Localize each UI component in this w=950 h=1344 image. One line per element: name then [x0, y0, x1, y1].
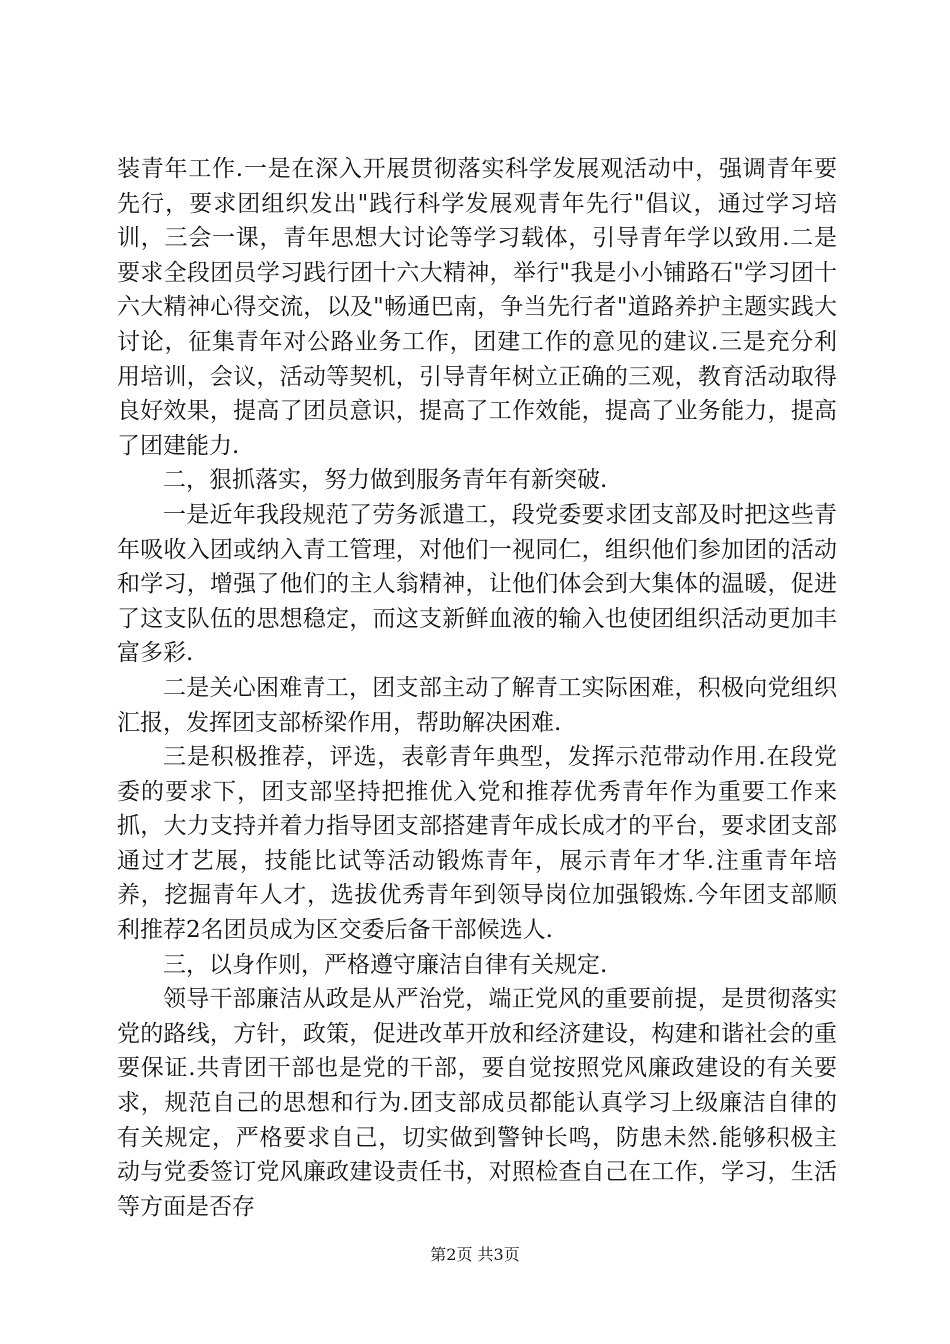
- page-number-footer: 第2页 共3页: [430, 1245, 520, 1264]
- paragraph-5: 三是积极推荐，评选，表彰青年典型，发挥示范带动作用.在段党委的要求下，团支部坚持把推优入党和推荐优秀青年作为重要工作来抓，大力支持并着力指导团支部搭建青年成长成才的平台，要求团支部通过才艺展，技能比试等活动锻炼青年，展示青年才华.注重青年培养，挖掘青年人才，选拔优秀青年到领导岗位加强锻炼.今年团支部顺利推荐2名团员成为区交委后备干部候选人.: [117, 744, 837, 944]
- paragraph-3: 一是近年我段规范了劳务派遣工，段党委要求团支部及时把这些青年吸收入团或纳入青工管理，对他们一视同仁，组织他们参加团的活动和学习，增强了他们的主人翁精神，让他们体会到大集体的温暖，促进了这支队伍的思想稳定，而这支新鲜血液的输入也使团组织活动更加丰富多彩.: [117, 501, 837, 667]
- section-heading-2: 二，狠抓落实，努力做到服务青年有新突破.: [163, 467, 608, 494]
- paragraph-1: 装青年工作.一是在深入开展贯彻落实科学发展观活动中，强调青年要先行，要求团组织发出"践行科学发展观青年先行"倡议，通过学习培训，三会一课，青年思想大讨论等学习载体，引导青年学以致用.二是要求全段团员学习践行团十六大精神，举行"我是小小铺路石"学习团十六大精神心得交流，以及"畅通巴南，争当先行者"道路养护主题实践大讨论，征集青年对公路业务工作，团建工作的意见的建议.三是充分利用培训，会议，活动等契机，引导青年树立正确的三观，教育活动取得良好效果，提高了团员意识，提高了工作效能，提高了业务能力，提高了团建能力.: [117, 156, 837, 459]
- paragraph-7: 领导干部廉洁从政是从严治党，端正党风的重要前提，是贯彻落实党的路线，方针，政策，促进改革开放和经济建设，构建和谐社会的重要保证.共青团干部也是党的干部，要自觉按照党风廉政建设的有关要求，规范自己的思想和行为.团支部成员都能认真学习上级廉洁自律的有关规定，严格要求自己，切实做到警钟长鸣，防患未然.能够积极主动与党委签订党风廉政建设责任书，对照检查自己在工作，学习，生活等方面是否存: [117, 986, 837, 1220]
- paragraph-4: 二是关心困难青工，团支部主动了解青工实际困难，积极向党组织汇报，发挥团支部桥梁作用，帮助解决困难.: [117, 674, 837, 736]
- section-heading-3: 三，以身作则，严格遵守廉洁自律有关规定.: [163, 951, 608, 978]
- document-body: [117, 152, 837, 1224]
